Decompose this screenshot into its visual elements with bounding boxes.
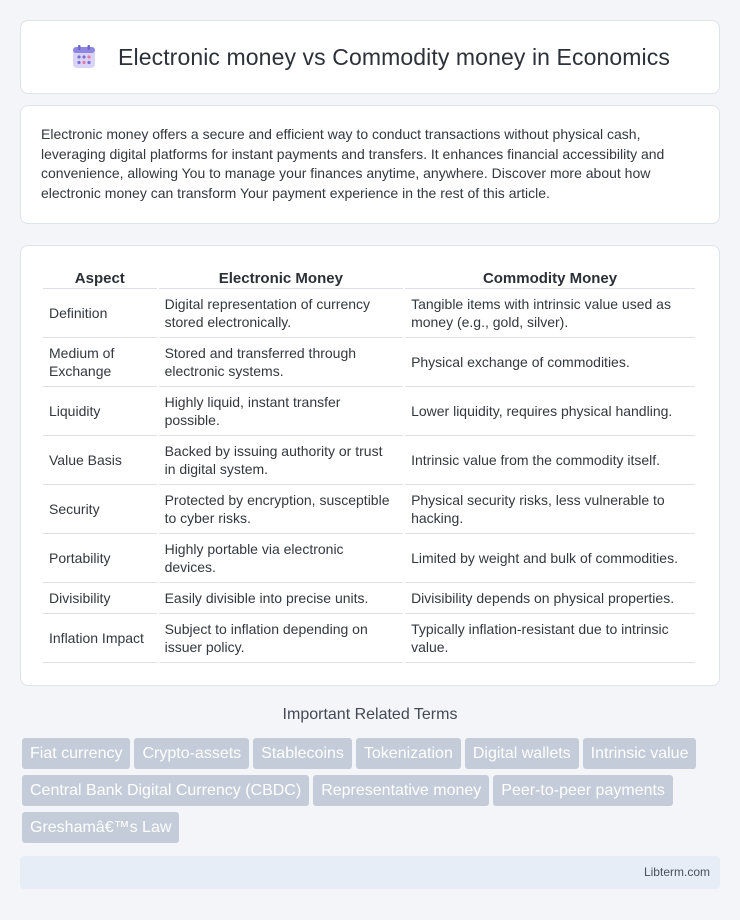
table-row xyxy=(43,533,695,582)
footer xyxy=(20,856,720,889)
related-term-tag[interactable]: Fiat currency xyxy=(22,738,130,769)
table-row xyxy=(43,288,695,337)
comparison-table xyxy=(41,266,697,663)
related-term-tag[interactable]: Tokenization xyxy=(356,738,461,769)
comparison-table-card xyxy=(20,245,720,686)
related-term-tag[interactable]: Crypto-assets xyxy=(134,738,249,769)
table-cell: Highly liquid, instant transfer possible. xyxy=(159,386,403,435)
table-cell: Limited by weight and bulk of commodities. xyxy=(405,533,695,582)
header-card xyxy=(20,20,720,94)
related-term-tag[interactable]: Greshamâ€™s Law xyxy=(22,812,179,843)
table-cell: Value Basis xyxy=(43,435,157,484)
related-term-tag[interactable]: Stablecoins xyxy=(253,738,352,769)
column-header: Electronic Money xyxy=(218,269,343,287)
table-cell: Digital representation of currency stored electronically. xyxy=(159,288,403,337)
related-term-tag[interactable]: Digital wallets xyxy=(465,738,579,769)
related-term-tag[interactable]: Intrinsic value xyxy=(583,738,697,769)
table-cell: Typically inflation-resistant due to intrinsic value. xyxy=(405,613,695,663)
table-cell: Security xyxy=(43,484,157,533)
table-cell: Divisibility depends on physical properties. xyxy=(405,582,695,613)
table-cell: Protected by encryption, susceptible to cyber risks. xyxy=(159,484,403,533)
table-cell: Definition xyxy=(43,288,157,337)
table-cell: Portability xyxy=(43,533,157,582)
table-cell: Liquidity xyxy=(43,386,157,435)
intro-card xyxy=(20,105,720,224)
intro-text: Electronic money offers a secure and efficient way to conduct transactions without physical cash, leveraging digital platforms for instant payments and transfers. It enhances financial accessibility and convenience, allowing You to manage your finances anytime, anywhere. Discover more about how electronic money can transform Your payment experience in the rest of this article. xyxy=(41,126,665,201)
related-term-tag[interactable]: Representative money xyxy=(313,775,489,806)
table-cell: Stored and transferred through electronic systems. xyxy=(159,337,403,386)
footer-site-link[interactable]: Libterm.com xyxy=(643,865,710,879)
column-header: Commodity Money xyxy=(482,269,618,287)
table-cell: Subject to inflation depending on issuer policy. xyxy=(159,613,403,663)
table-row xyxy=(43,582,695,613)
table-cell: Tangible items with intrinsic value used as money (e.g., gold, silver). xyxy=(405,288,695,337)
table-cell: Highly portable via electronic devices. xyxy=(159,533,403,582)
table-cell: Physical security risks, less vulnerable to hacking. xyxy=(405,484,695,533)
table-row xyxy=(43,386,695,435)
related-term-tag[interactable]: Central Bank Digital Currency (CBDC) xyxy=(22,775,309,806)
column-header: Aspect xyxy=(74,269,125,287)
table-cell: Backed by issuing authority or trust in digital system. xyxy=(159,435,403,484)
related-terms-list xyxy=(22,738,722,849)
table-cell: Medium of Exchange xyxy=(43,337,157,386)
table-cell: Lower liquidity, requires physical handling. xyxy=(405,386,695,435)
page-title: Electronic money vs Commodity money in Economics xyxy=(118,43,670,70)
table-cell: Easily divisible into precise units. xyxy=(159,582,403,613)
related-term-tag[interactable]: Peer-to-peer payments xyxy=(493,775,673,806)
table-header-row xyxy=(43,266,695,288)
calendar-grid-icon xyxy=(70,43,98,71)
related-terms-title: Important Related Terms xyxy=(282,706,458,723)
table-cell: Inflation Impact xyxy=(43,613,157,663)
table-cell: Divisibility xyxy=(43,582,157,613)
table-row xyxy=(43,435,695,484)
table-row xyxy=(43,484,695,533)
table-row xyxy=(43,337,695,386)
table-row xyxy=(43,613,695,663)
table-cell: Physical exchange of commodities. xyxy=(405,337,695,386)
table-cell: Intrinsic value from the commodity itself. xyxy=(405,435,695,484)
